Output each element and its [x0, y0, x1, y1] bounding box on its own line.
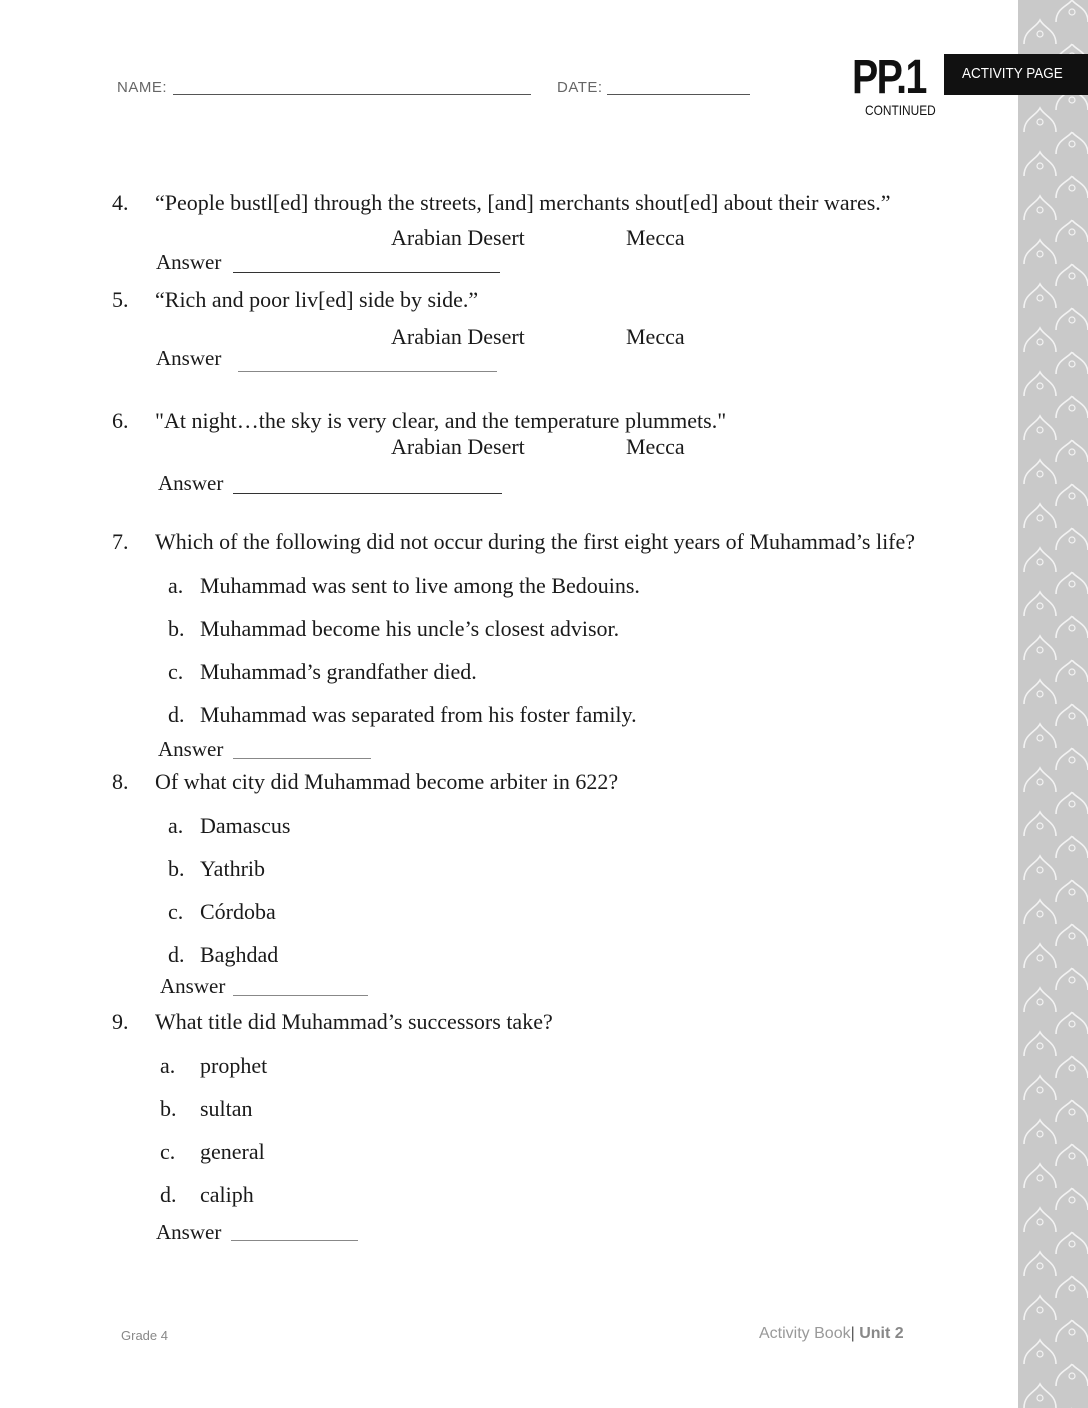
- option-letter: a.: [160, 1053, 176, 1078]
- footer-unit: Unit 2: [859, 1325, 904, 1342]
- answer-line[interactable]: [233, 995, 368, 996]
- date-label: DATE:: [557, 79, 603, 96]
- choice-arabian-desert: Arabian Desert: [391, 225, 525, 250]
- option-letter: d.: [168, 702, 185, 727]
- choice-arabian-desert: Arabian Desert: [391, 434, 525, 459]
- answer-line[interactable]: [233, 758, 371, 759]
- option-text: Muhammad was sent to live among the Bedouins.: [200, 573, 640, 598]
- answer-line[interactable]: [233, 272, 500, 273]
- option-text: Muhammad was separated from his foster family.: [200, 702, 637, 727]
- answer-label: Answer: [158, 737, 224, 761]
- option-text: general: [200, 1139, 265, 1164]
- answer-label: Answer: [156, 1220, 222, 1244]
- question-number: 7.: [112, 529, 129, 554]
- option-letter: c.: [160, 1139, 176, 1164]
- question-text: “Rich and poor liv[ed] side by side.”: [155, 287, 479, 312]
- option-text: Damascus: [200, 813, 291, 838]
- option-letter: b.: [168, 616, 185, 641]
- question-text: Of what city did Muhammad become arbiter in 622?: [155, 769, 619, 794]
- option-text: Córdoba: [200, 899, 276, 924]
- ornamental-border: [1018, 0, 1088, 1408]
- question-number: 6.: [112, 408, 129, 433]
- answer-line[interactable]: [238, 371, 497, 372]
- footer-book: Activity Book: [759, 1325, 851, 1342]
- question-number: 8.: [112, 769, 129, 794]
- continued-label: CONTINUED: [865, 102, 936, 118]
- option-letter: a.: [168, 813, 184, 838]
- option-letter: c.: [168, 899, 184, 924]
- option-letter: a.: [168, 573, 184, 598]
- option-text: Baghdad: [200, 942, 279, 967]
- question-text: "At night…the sky is very clear, and the temperature plummets.": [155, 408, 727, 433]
- question-number: 5.: [112, 287, 129, 312]
- choice-mecca: Mecca: [626, 434, 685, 459]
- option-text: caliph: [200, 1182, 254, 1207]
- option-text: Muhammad’s grandfather died.: [200, 659, 477, 684]
- choice-mecca: Mecca: [626, 324, 685, 349]
- activity-page-label: ACTIVITY PAGE: [962, 65, 1063, 82]
- choice-mecca: Mecca: [626, 225, 685, 250]
- ornament-pattern-icon: [1018, 0, 1088, 1408]
- activity-page-badge: [944, 54, 1088, 95]
- option-text: Yathrib: [200, 856, 266, 881]
- choice-arabian-desert: Arabian Desert: [391, 324, 525, 349]
- answer-label: Answer: [158, 471, 224, 495]
- footer-book-title: [759, 1325, 904, 1343]
- name-field-line[interactable]: [173, 94, 531, 95]
- option-text: Muhammad become his uncle’s closest advisor.: [200, 616, 620, 641]
- option-letter: c.: [168, 659, 184, 684]
- option-letter: b.: [160, 1096, 177, 1121]
- option-letter: d.: [168, 942, 185, 967]
- question-text: Which of the following did not occur during the first eight years of Muhammad’s life?: [155, 529, 916, 554]
- footer-grade: Grade 4: [121, 1328, 168, 1343]
- question-number: 4.: [112, 190, 129, 215]
- option-letter: b.: [168, 856, 185, 881]
- page-code: PP.1: [852, 51, 926, 104]
- answer-label: Answer: [156, 346, 222, 370]
- answer-line[interactable]: [233, 493, 502, 494]
- answer-label: Answer: [160, 974, 226, 998]
- date-field-line[interactable]: [607, 94, 750, 95]
- question-text: “People bustl[ed] through the streets, [and] merchants shout[ed] about their wares.”: [155, 190, 891, 215]
- answer-line[interactable]: [231, 1240, 358, 1241]
- name-label: NAME:: [117, 79, 168, 96]
- option-letter: d.: [160, 1182, 177, 1207]
- option-text: sultan: [200, 1096, 253, 1121]
- question-text: What title did Muhammad’s successors take?: [155, 1009, 553, 1034]
- footer-separator: |: [850, 1325, 855, 1342]
- question-number: 9.: [112, 1009, 129, 1034]
- answer-label: Answer: [156, 250, 222, 274]
- option-text: prophet: [200, 1053, 268, 1078]
